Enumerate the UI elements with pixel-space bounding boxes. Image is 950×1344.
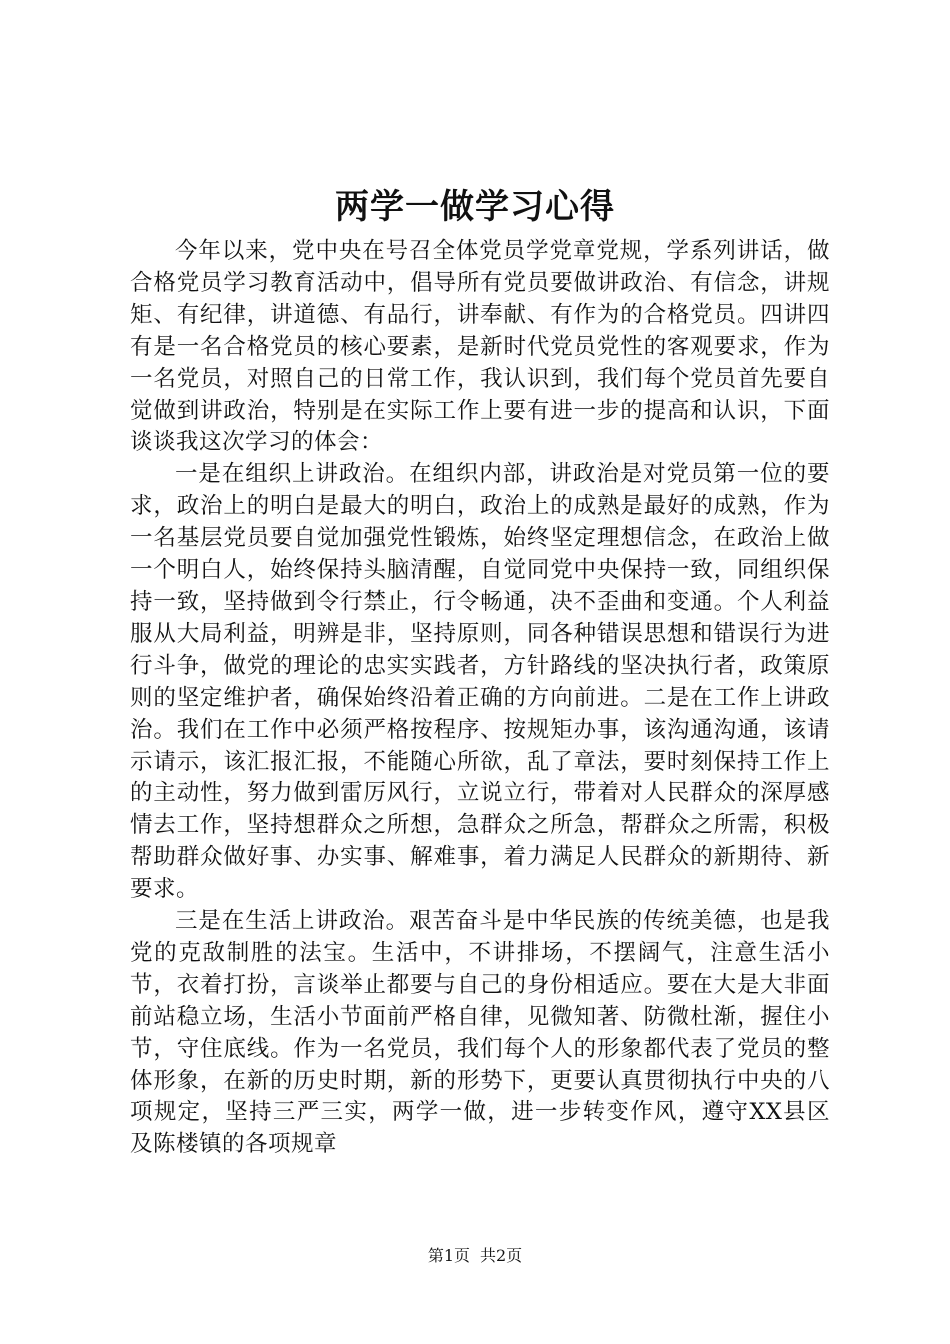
page-number-total: 共2页 [480, 1246, 523, 1265]
paragraph-intro: 今年以来，党中央在号召全体党员学党章党规，学系列讲话，做合格党员学习教育活动中，倡导所有党员要做讲政治、有信念，讲规矩、有纪律，讲道德、有品行，讲奉献、有作为的合格党员。四讲四有是一名合格党员的核心要素，是新时代党员党性的客观要求，作为一名党员，对照自己的日常工作，我认识到，我们每个党员首先要自觉做到讲政治，特别是在实际工作上要有进一步的提高和认识，下面谈谈我这次学习的体会： [130, 238, 830, 456]
page-footer [0, 1245, 950, 1267]
document-body [130, 236, 830, 1161]
document-title: 两学一做学习心得 [335, 187, 615, 227]
paragraph-life: 三是在生活上讲政治。艰苦奋斗是中华民族的传统美德，也是我党的克敌制胜的法宝。生活中，不讲排场，不摆阔气，注意生活小节，衣着打扮，言谈举止都要与自己的身份相适应。要在大是大非面前站稳立场，生活小节面前严格自律，见微知著、防微杜渐，握住小节，守住底线。作为一名党员，我们每个人的形象都代表了党员的整体形象，在新的历史时期，新的形势下，更要认真贯彻执行中央的八项规定，坚持三严三实，两学一做，进一步转变作风，遵守XX县区及陈楼镇的各项规章 [130, 908, 830, 1158]
paragraph-organization-and-work: 一是在组织上讲政治。在组织内部，讲政治是对党员第一位的要求，政治上的明白是最大的明白，政治上的成熟是最好的成熟，作为一名基层党员要自觉加强党性锻炼，始终坚定理想信念，在政治上做一个明白人，始终保持头脑清醒，自觉同党中央保持一致，同组织保持一致，坚持做到令行禁止，行令畅通，决不歪曲和变通。个人利益服从大局利益，明辨是非，坚持原则，同各种错误思想和错误行为进行斗争，做党的理论的忠实实践者，方针路线的坚决执行者，政策原则的坚定维护者，确保始终沿着正确的方向前进。二是在工作上讲政治。我们在工作中必须严格按程序、按规矩办事，该沟通沟通，该请示请示，该汇报汇报，不能随心所欲，乱了章法，要时刻保持工作上的主动性，努力做到雷厉风行，立说立行，带着对人民群众的深厚感情去工作，坚持想群众之所想，急群众之所急，帮群众之所需，积极帮助群众做好事、办实事、解难事，着力满足人民群众的新期待、新要求。 [130, 461, 830, 903]
page-number-current: 第1页 [427, 1246, 470, 1265]
